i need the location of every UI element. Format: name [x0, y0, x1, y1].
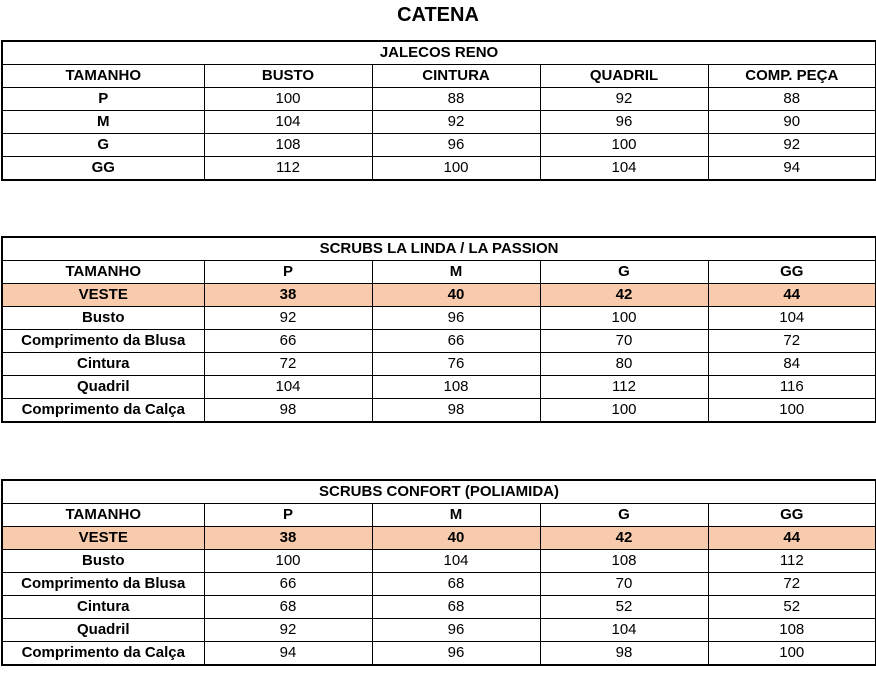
table-cell: 72 [708, 573, 876, 596]
table-cell: 116 [708, 376, 876, 399]
column-header: G [540, 504, 708, 527]
row-label: Comprimento da Blusa [2, 330, 204, 353]
table-row [2, 642, 876, 666]
column-header: M [372, 261, 540, 284]
table-cell: 40 [372, 527, 540, 550]
table-row [2, 399, 876, 423]
table-cell: 72 [204, 353, 372, 376]
table-cell: 100 [540, 307, 708, 330]
table-cell: 96 [372, 619, 540, 642]
table-row [2, 111, 876, 134]
table-cell: 66 [204, 330, 372, 353]
table-cell: 94 [204, 642, 372, 666]
table-header-row [2, 65, 876, 88]
row-label: Comprimento da Blusa [2, 573, 204, 596]
table-cell: 68 [204, 596, 372, 619]
table-row [2, 573, 876, 596]
table-header-row [2, 261, 876, 284]
table-cell: 70 [540, 330, 708, 353]
table-header-row [2, 504, 876, 527]
table-cell: 104 [204, 376, 372, 399]
table-cell: 100 [540, 399, 708, 423]
table-row [2, 134, 876, 157]
table-cell: 104 [540, 619, 708, 642]
row-label: Busto [2, 550, 204, 573]
table-cell: 72 [708, 330, 876, 353]
scrubs-confort-size-table [1, 479, 876, 666]
row-label: VESTE [2, 284, 204, 307]
table-cell: 66 [372, 330, 540, 353]
row-label: Cintura [2, 353, 204, 376]
table-cell: 98 [204, 399, 372, 423]
row-label: G [2, 134, 204, 157]
table-cell: 98 [372, 399, 540, 423]
column-header: QUADRIL [540, 65, 708, 88]
table-row [2, 527, 876, 550]
column-header: TAMANHO [2, 261, 204, 284]
table-cell: 112 [540, 376, 708, 399]
column-header: GG [708, 261, 876, 284]
table-cell: 66 [204, 573, 372, 596]
table-cell: 112 [708, 550, 876, 573]
table-cell: 96 [540, 111, 708, 134]
column-header: G [540, 261, 708, 284]
table-row [2, 353, 876, 376]
table-cell: 104 [708, 307, 876, 330]
table-cell: 76 [372, 353, 540, 376]
row-label: VESTE [2, 527, 204, 550]
table-cell: 100 [204, 550, 372, 573]
table-cell: 92 [372, 111, 540, 134]
row-label: Comprimento da Calça [2, 642, 204, 666]
table-cell: 108 [372, 376, 540, 399]
table-row [2, 88, 876, 111]
table-cell: 100 [372, 157, 540, 181]
table-title-row [2, 237, 876, 261]
jalecos-size-table [1, 40, 876, 181]
table-cell: 94 [708, 157, 876, 181]
column-header: TAMANHO [2, 504, 204, 527]
table-cell: 88 [372, 88, 540, 111]
table-cell: 98 [540, 642, 708, 666]
table-cell: 104 [540, 157, 708, 181]
row-label: Comprimento da Calça [2, 399, 204, 423]
table-cell: 52 [708, 596, 876, 619]
row-label: Cintura [2, 596, 204, 619]
table-cell: 100 [708, 399, 876, 423]
table-row [2, 596, 876, 619]
table-cell: 68 [372, 573, 540, 596]
column-header: P [204, 261, 372, 284]
table-title-row [2, 41, 876, 65]
column-header: P [204, 504, 372, 527]
table-row [2, 307, 876, 330]
table-cell: 96 [372, 134, 540, 157]
table-row [2, 550, 876, 573]
table-row [2, 284, 876, 307]
table-cell: 40 [372, 284, 540, 307]
table-cell: 52 [540, 596, 708, 619]
row-label: M [2, 111, 204, 134]
column-header: M [372, 504, 540, 527]
table-row [2, 330, 876, 353]
table-row [2, 157, 876, 181]
table-cell: 42 [540, 284, 708, 307]
table-cell: 44 [708, 527, 876, 550]
table-cell: 44 [708, 284, 876, 307]
table-cell: 84 [708, 353, 876, 376]
table-cell: 96 [372, 307, 540, 330]
table-cell: 90 [708, 111, 876, 134]
table-cell: 38 [204, 527, 372, 550]
scrubs-la-linda-size-table [1, 236, 876, 423]
table-cell: 88 [708, 88, 876, 111]
row-label: Quadril [2, 376, 204, 399]
table-cell: 108 [204, 134, 372, 157]
table-row [2, 376, 876, 399]
page-title: CATENA [397, 4, 479, 26]
row-label: GG [2, 157, 204, 181]
table-cell: 80 [540, 353, 708, 376]
table-title-row [2, 480, 876, 504]
table-cell: 96 [372, 642, 540, 666]
row-label: Busto [2, 307, 204, 330]
row-label: Quadril [2, 619, 204, 642]
table-title: SCRUBS CONFORT (POLIAMIDA) [2, 480, 876, 504]
table-row [2, 619, 876, 642]
table-cell: 100 [204, 88, 372, 111]
column-header: BUSTO [204, 65, 372, 88]
table-cell: 104 [204, 111, 372, 134]
table-cell: 92 [204, 307, 372, 330]
table-title: SCRUBS LA LINDA / LA PASSION [2, 237, 876, 261]
table-cell: 112 [204, 157, 372, 181]
table-cell: 38 [204, 284, 372, 307]
table-cell: 92 [708, 134, 876, 157]
table-cell: 70 [540, 573, 708, 596]
column-header: TAMANHO [2, 65, 204, 88]
table-title: JALECOS RENO [2, 41, 876, 65]
column-header: CINTURA [372, 65, 540, 88]
table-cell: 108 [708, 619, 876, 642]
table-cell: 92 [540, 88, 708, 111]
table-cell: 108 [540, 550, 708, 573]
column-header: GG [708, 504, 876, 527]
row-label: P [2, 88, 204, 111]
table-cell: 42 [540, 527, 708, 550]
table-cell: 92 [204, 619, 372, 642]
table-cell: 100 [540, 134, 708, 157]
table-cell: 104 [372, 550, 540, 573]
column-header: COMP. PEÇA [708, 65, 876, 88]
table-cell: 100 [708, 642, 876, 666]
table-cell: 68 [372, 596, 540, 619]
